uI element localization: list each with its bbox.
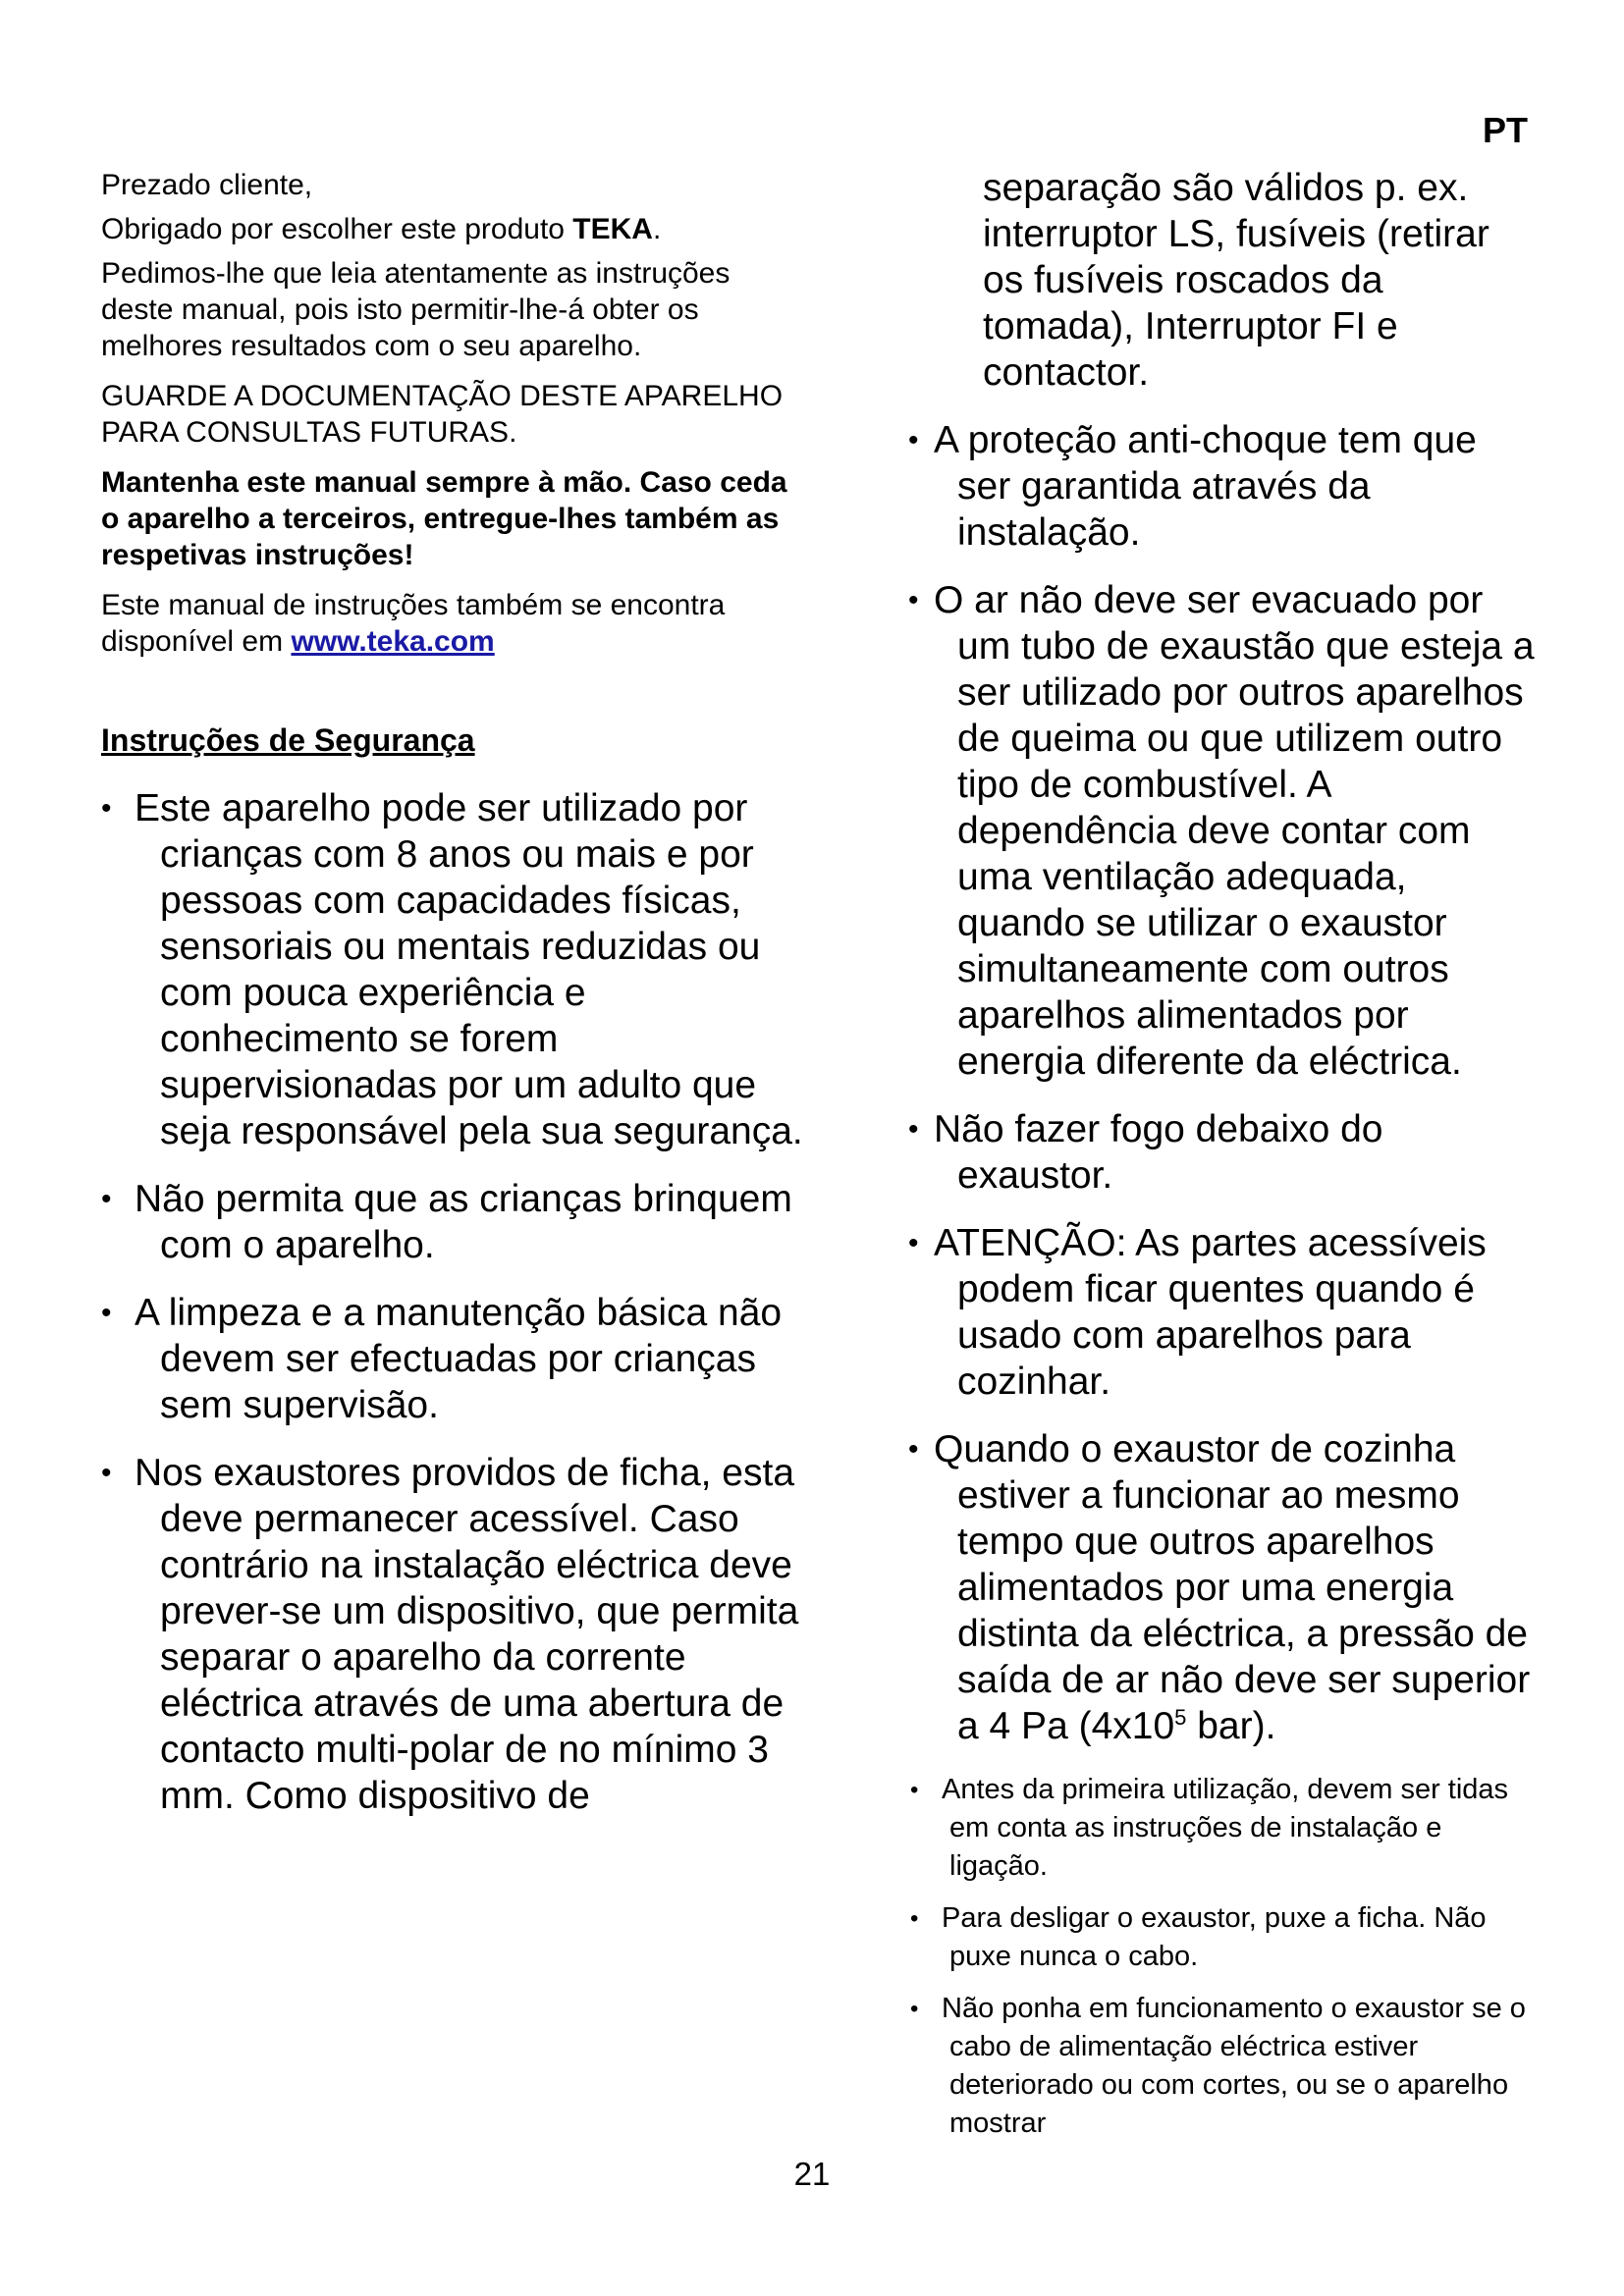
list-item: • Não fazer fogo debaixo do exaustor. <box>908 1106 1537 1199</box>
availability-note <box>101 587 808 660</box>
list-item: • Para desligar o exaustor, puxe a ficha. Não puxe nunca o cabo. <box>908 1899 1537 1976</box>
thanks-text: Obrigado por escolher este produto <box>101 213 573 245</box>
greeting: Prezado cliente, <box>101 169 313 201</box>
list-item: • Nos exaustores providos de ficha, esta deve permanecer acessível. Caso contrário na instalação eléctrica deve prever-se um dispositivo, que permita separar o aparelho da corrente eléctrica através de uma abertura de contacto multi-polar de no mínimo 3 mm. Como dispositivo de <box>101 1450 808 1819</box>
right-column <box>908 165 1537 2157</box>
pressure-text: Quando o exaustor de cozinha estiver a funcionar ao mesmo tempo que outros aparelhos alimentados por uma energia distinta da eléctrica, a pressão de saída de ar não deve ser superior a 4 Pa (4x10 <box>934 1428 1531 1747</box>
list-item: • Não permita que as crianças brinquem com o aparelho. <box>101 1176 808 1268</box>
language-label: PT <box>1482 110 1528 150</box>
pressure-exponent: 5 <box>1174 1705 1187 1730</box>
teka-website-link[interactable]: www.teka.com <box>291 625 495 658</box>
availability-text: Este manual de instruções também se encontra disponível em <box>101 589 726 658</box>
keep-manual-notice: Mantenha este manual sempre à mão. Caso ceda o aparelho a terceiros, entregue-lhes também as respetivas instruções! <box>101 466 787 571</box>
brand-name: TEKA <box>572 213 653 245</box>
page-number: 21 <box>793 2156 831 2192</box>
continued-text: separação são válidos p. ex. interruptor LS, fusíveis (retirar os fusíveis roscados da tomada), Interruptor FI e contactor. <box>983 167 1489 394</box>
list-item: • A limpeza e a manutenção básica não devem ser efectuadas por crianças sem supervisão. <box>101 1290 808 1428</box>
safety-list-left <box>101 785 808 1819</box>
list-item: • A proteção anti-choque tem que ser garantida através da instalação. <box>908 417 1537 556</box>
safety-heading: Instruções de Segurança <box>101 722 475 758</box>
read-instructions: Pedimos-lhe que leia atentamente as instruções deste manual, pois isto permitir-lhe-á obter os melhores resultados com o seu aparelho. <box>101 257 731 362</box>
list-item: • Este aparelho pode ser utilizado por crianças com 8 anos ou mais e por pessoas com capacidades físicas, sensoriais ou mentais reduzidas ou com pouca experiência e conhecimento se forem supervisionadas por um adulto que seja responsável pela sua segurança. <box>101 785 808 1154</box>
list-item: • Antes da primeira utilização, devem ser tidas em conta as instruções de instalação e ligação. <box>908 1771 1537 1886</box>
pressure-list-item <box>908 1426 1537 1749</box>
list-item: • Não ponha em funcionamento o exaustor se o cabo de alimentação eléctrica estiver deteriorado ou com cortes, ou se o aparelho mostrar <box>908 1990 1537 2143</box>
keep-documentation: GUARDE A DOCUMENTAÇÃO DESTE APARELHO PARA CONSULTAS FUTURAS. <box>101 380 784 449</box>
list-item: • O ar não deve ser evacuado por um tubo de exaustão que esteja a ser utilizado por outros aparelhos de queima ou que utilizem outro tipo de combustível. A dependência deve contar com uma ventilação adequada, quando se utilizar o exaustor simultaneamente com outros aparelhos alimentados por energia diferente da eléctrica. <box>908 577 1537 1085</box>
safety-list-small <box>908 1771 1537 2143</box>
pressure-unit: bar). <box>1186 1705 1276 1747</box>
list-item: • ATENÇÃO: As partes acessíveis podem ficar quentes quando é usado com aparelhos para cozinhar. <box>908 1220 1537 1405</box>
safety-list-right <box>908 417 1537 1749</box>
thanks-end: . <box>652 213 662 245</box>
left-column <box>101 167 808 1841</box>
thanks-line <box>101 211 808 247</box>
